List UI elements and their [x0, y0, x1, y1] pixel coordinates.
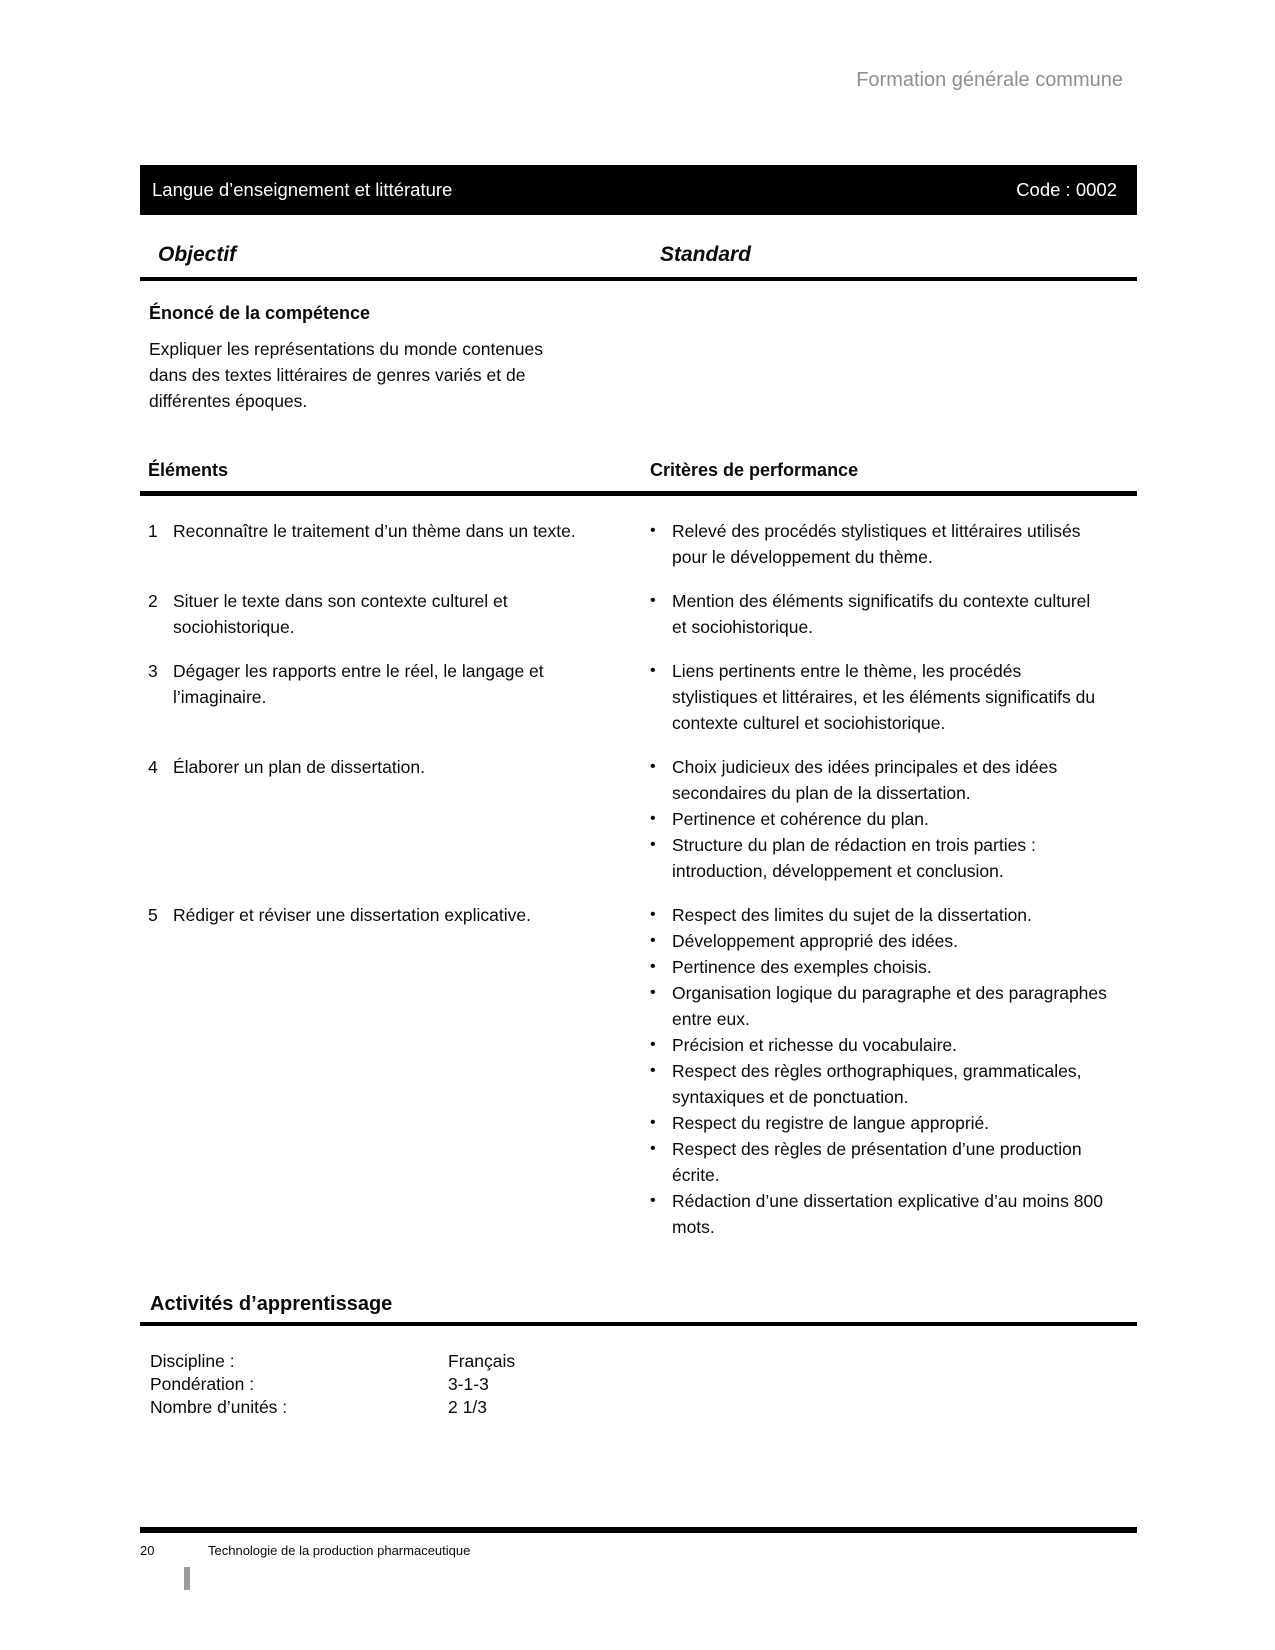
bullet-icon: • [650, 1114, 656, 1131]
criterion-text: Respect du registre de langue approprié. [672, 1113, 990, 1133]
bullet-icon: • [650, 1062, 656, 1079]
footer-program-title: Technologie de la production pharmaceutique [208, 1543, 471, 1558]
bullet-icon: • [650, 592, 656, 609]
criterion-text: Précision et richesse du vocabulaire. [672, 1035, 958, 1055]
criterion-text: Pertinence des exemples choisis. [672, 957, 932, 977]
standard-header: Standard [660, 243, 752, 266]
criteria-list [650, 658, 1137, 736]
field-value: 2 1/3 [448, 1397, 487, 1417]
element-cell [140, 658, 650, 710]
element-cell [140, 754, 650, 780]
bullet-icon: • [650, 662, 656, 679]
running-header: Formation générale commune [856, 69, 1123, 91]
activities-fields [140, 1350, 1137, 1419]
objectif-header: Objectif [158, 243, 237, 266]
activity-field [150, 1350, 1137, 1373]
bullet-icon: • [650, 522, 656, 539]
criterion-text: Développement approprié des idées. [672, 931, 959, 951]
element-row [140, 902, 1137, 1240]
element-row [140, 518, 1137, 570]
field-label: Nombre d’unités : [150, 1397, 288, 1417]
criterion-text: Respect des règles de présentation d’une production écrite. [672, 1139, 1082, 1185]
activities-rule [140, 1322, 1137, 1326]
footer-rule [140, 1527, 1137, 1533]
title-bar [140, 165, 1137, 215]
bullet-icon: • [650, 1192, 656, 1209]
criterion-text: Structure du plan de rédaction en trois parties : introduction, développement et conclusion. [672, 835, 1036, 881]
activity-field [150, 1373, 1137, 1396]
criterion-text: Rédaction d’une dissertation explicative d’au moins 800 mots. [672, 1191, 1103, 1237]
registration-mark [184, 1567, 190, 1590]
criterion-text: Choix judicieux des idées principales et des idées secondaires du plan de la dissertation. [672, 757, 1058, 803]
elements-rule [140, 491, 1137, 496]
criteria-list [650, 588, 1137, 640]
competence-heading: Énoncé de la compétence [149, 303, 371, 323]
criteria-header: Critères de performance [650, 460, 859, 480]
elements-headers [140, 460, 1137, 488]
criterion-item [650, 1188, 1137, 1240]
element-text: Reconnaître le traitement d’un thème dans un texte. [173, 521, 576, 541]
criterion-text: Respect des règles orthographiques, grammaticales, syntaxiques et de ponctuation. [672, 1061, 1082, 1107]
criterion-text: Respect des limites du sujet de la dissertation. [672, 905, 1032, 925]
bullet-icon: • [650, 810, 656, 827]
element-cell [140, 518, 650, 544]
criteria-list [650, 902, 1137, 1240]
bullet-icon: • [650, 1140, 656, 1157]
criteria-list [650, 754, 1137, 884]
criterion-item [650, 1110, 1137, 1136]
activity-field [150, 1396, 1137, 1419]
bullet-icon: • [650, 984, 656, 1001]
criterion-item [650, 1032, 1137, 1058]
header-rule [140, 277, 1137, 281]
criterion-item [650, 1058, 1137, 1110]
field-label: Discipline : [150, 1351, 235, 1371]
bullet-icon: • [650, 958, 656, 975]
page-number: 20 [140, 1543, 155, 1558]
criterion-text: Pertinence et cohérence du plan. [672, 809, 929, 829]
elements-section [140, 460, 1137, 1240]
element-text: Dégager les rapports entre le réel, le langage et l’imaginaire. [173, 661, 544, 707]
field-label: Pondération : [150, 1374, 255, 1394]
criterion-item [650, 980, 1137, 1032]
course-code: Code : 0002 [1016, 179, 1117, 200]
element-text: Élaborer un plan de dissertation. [173, 757, 425, 777]
criterion-item [650, 902, 1137, 928]
element-number: 1 [148, 521, 158, 541]
criterion-text: Mention des éléments significatifs du contexte culturel et sociohistorique. [672, 591, 1091, 637]
elements-rows [140, 518, 1137, 1240]
competence-section [140, 303, 1137, 414]
criterion-item [650, 928, 1137, 954]
field-value: 3-1-3 [448, 1374, 489, 1394]
bullet-icon: • [650, 758, 656, 775]
element-cell [140, 902, 650, 928]
column-headers [140, 243, 1137, 267]
element-number: 5 [148, 905, 158, 925]
bullet-icon: • [650, 1036, 656, 1053]
activities-heading: Activités d’apprentissage [150, 1293, 393, 1315]
bullet-icon: • [650, 932, 656, 949]
element-row [140, 588, 1137, 640]
element-row [140, 658, 1137, 736]
criterion-text: Liens pertinents entre le thème, les procédés stylistiques et littéraires, et les éléments significatifs du contexte culturel et sociohistorique. [672, 661, 1096, 733]
field-value: Français [448, 1351, 516, 1371]
criterion-text: Relevé des procédés stylistiques et littéraires utilisés pour le développement du thème. [672, 521, 1081, 567]
criterion-item [650, 588, 1137, 640]
footer [140, 1543, 1137, 1558]
criterion-item [650, 754, 1137, 806]
element-number: 4 [148, 757, 158, 777]
element-number: 2 [148, 591, 158, 611]
criterion-item [650, 658, 1137, 736]
criterion-item [650, 806, 1137, 832]
course-title: Langue d’enseignement et littérature [152, 179, 453, 200]
criterion-text: Organisation logique du paragraphe et des paragraphes entre eux. [672, 983, 1107, 1029]
elements-header: Éléments [148, 460, 229, 480]
element-row [140, 754, 1137, 884]
element-text: Rédiger et réviser une dissertation explicative. [173, 905, 531, 925]
criterion-item [650, 954, 1137, 980]
competence-text: Expliquer les représentations du monde contenues dans des textes littéraires de genres variés et de différentes époques. [149, 339, 543, 411]
bullet-icon: • [650, 836, 656, 853]
element-cell [140, 588, 650, 640]
criterion-item [650, 832, 1137, 884]
criteria-list [650, 518, 1137, 570]
activities-section [140, 1293, 1137, 1419]
criterion-item [650, 1136, 1137, 1188]
bullet-icon: • [650, 906, 656, 923]
element-text: Situer le texte dans son contexte culturel et sociohistorique. [173, 591, 508, 637]
element-number: 3 [148, 661, 158, 681]
criterion-item [650, 518, 1137, 570]
